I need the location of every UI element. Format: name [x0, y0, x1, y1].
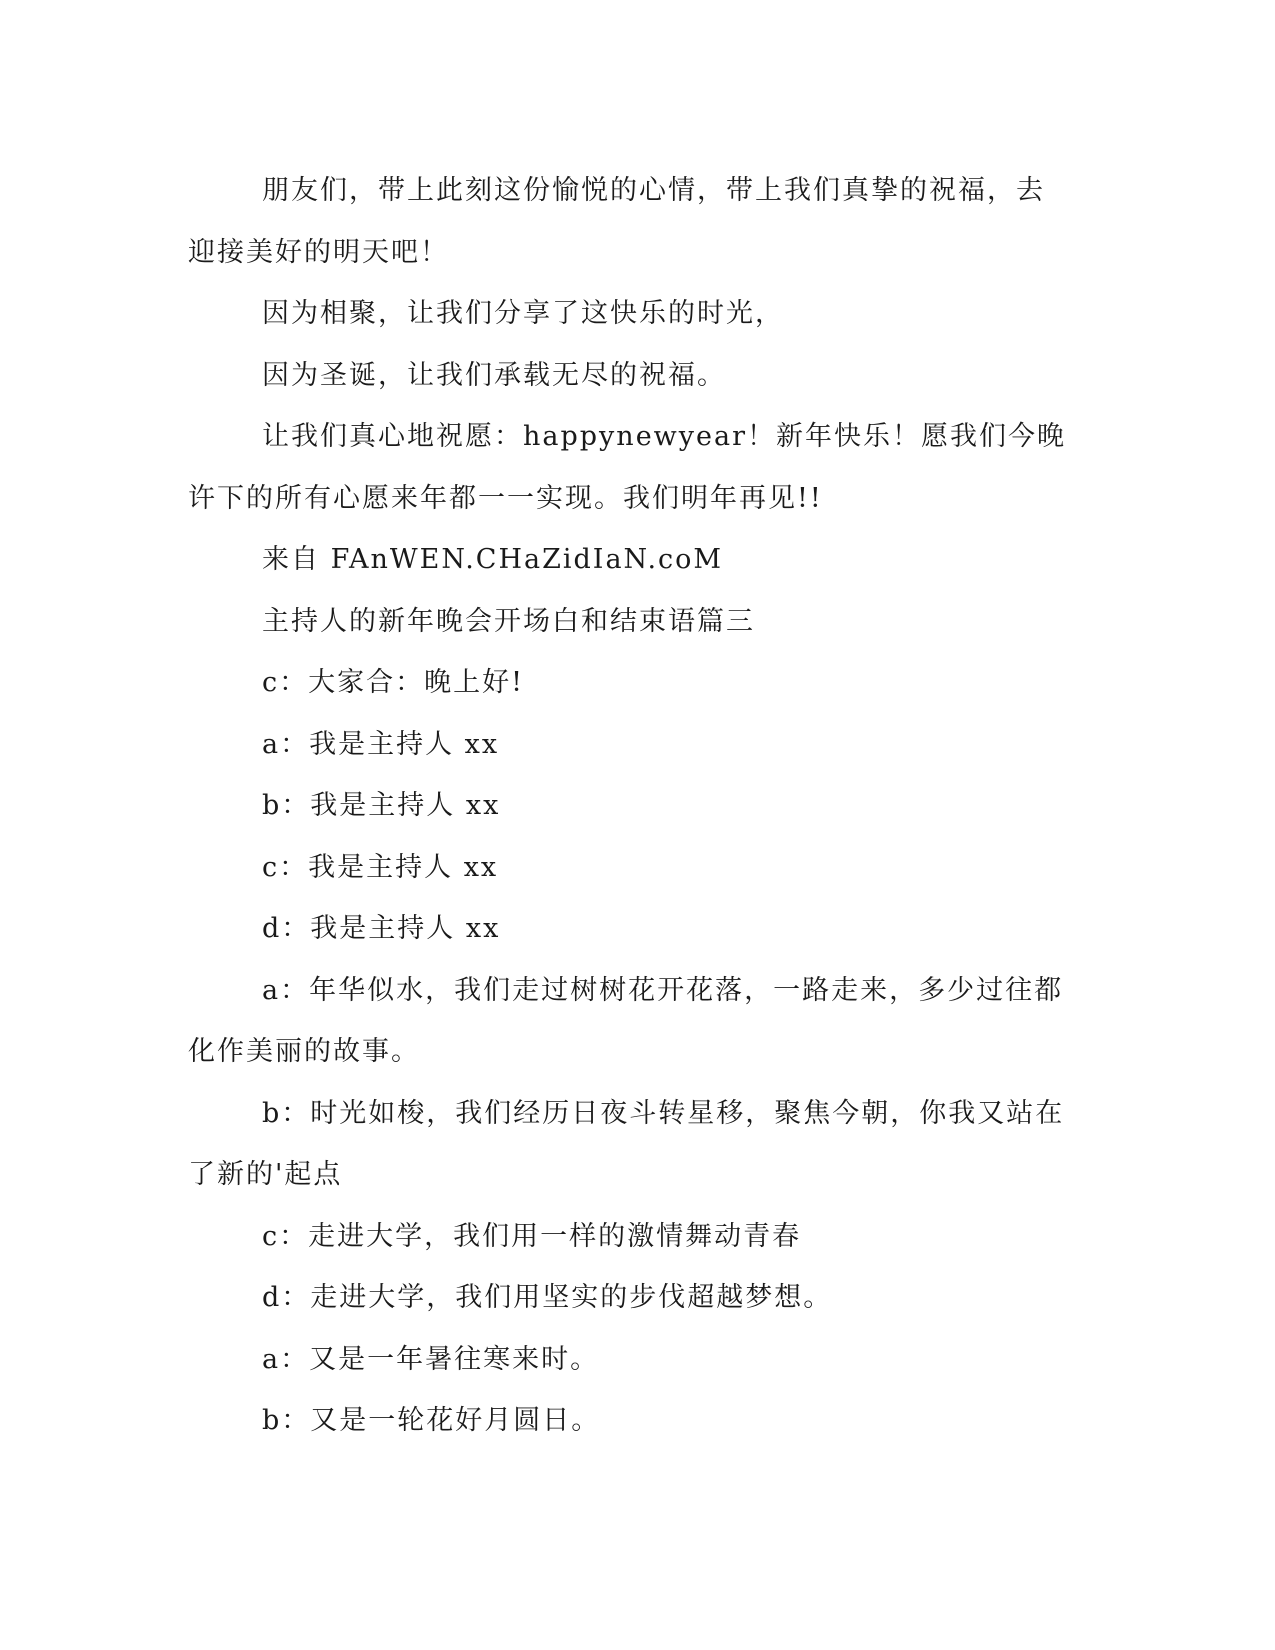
section-title: 主持人的新年晚会开场白和结束语篇三 [262, 605, 755, 637]
dialogue-line: c：走进大学，我们用一样的激情舞动青春 [262, 1220, 802, 1252]
dialogue-line: a：又是一年暑往寒来时。 [262, 1343, 600, 1375]
dialogue-line: d：走进大学，我们用坚实的步伐超越梦想。 [262, 1282, 833, 1313]
paragraph: 朋友们，带上此刻这份愉悦的心情，带上我们真挚的祝福，去迎接美好的明天吧！ [188, 175, 1045, 268]
source-line: 来自 FAnWEN.CHaZidIaN.coM [262, 544, 724, 575]
paragraph: 因为圣诞，让我们承载无尽的祝福。 [262, 359, 726, 391]
paragraph: 因为相聚，让我们分享了这快乐的时光， [262, 298, 784, 329]
dialogue-line: a：年华似水，我们走过树树花开花落，一路走来，多少过往都化作美丽的故事。 [188, 974, 1064, 1067]
dialogue-line: a：我是主持人 xx [262, 728, 500, 760]
dialogue-line: b：我是主持人 xx [262, 790, 501, 821]
document-body [188, 160, 1070, 1452]
dialogue-line: d：我是主持人 xx [262, 913, 501, 944]
paragraph: 让我们真心地祝愿：happynewyear！新年快乐！愿我们今晚许下的所有心愿来年都一一实现。我们明年再见!! [188, 421, 1067, 514]
dialogue-line: c：大家合：晚上好! [262, 667, 524, 698]
dialogue-line: b：又是一轮花好月圆日。 [262, 1405, 601, 1436]
dialogue-line: c：我是主持人 xx [262, 851, 499, 883]
dialogue-line: b：时光如梭，我们经历日夜斗转星移，聚焦今朝，你我又站在了新的'起点 [188, 1097, 1065, 1190]
